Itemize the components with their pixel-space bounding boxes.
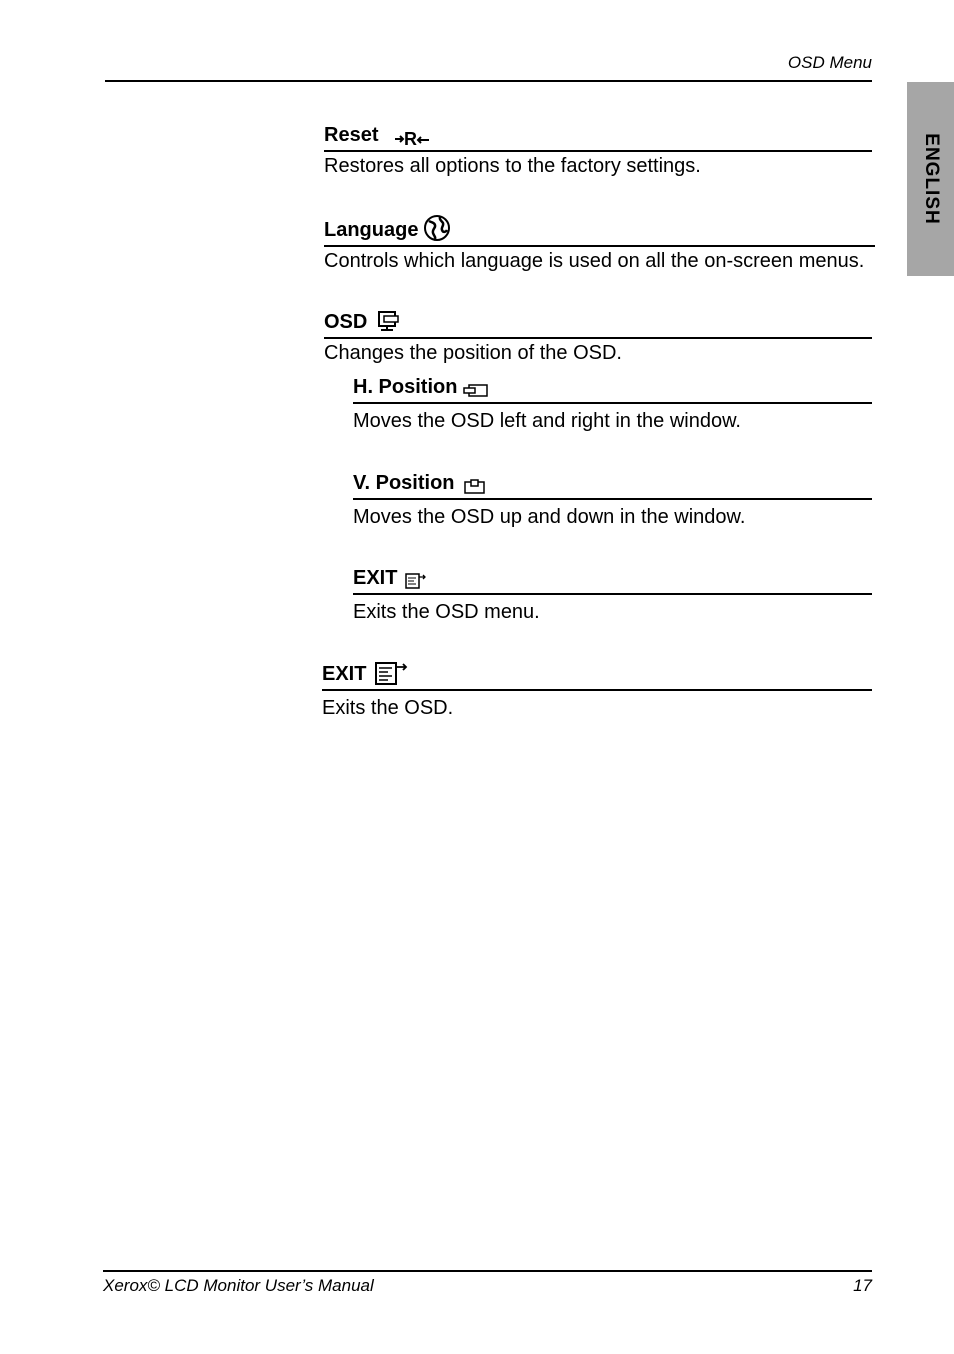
language-section	[324, 214, 875, 273]
exit-small-icon	[405, 572, 427, 590]
exit-section	[322, 660, 872, 720]
exit-description: Exits the OSD.	[322, 697, 454, 719]
language-tab-label: ENGLISH	[920, 133, 942, 225]
h-position-title: H. Position	[353, 376, 458, 398]
svg-text:R: R	[404, 129, 418, 147]
exit-title: EXIT	[322, 663, 367, 685]
globe-icon	[423, 214, 451, 242]
h-position-description: Moves the OSD left and right in the window.	[353, 410, 741, 432]
osd-title: OSD	[324, 311, 368, 333]
running-head: OSD Menu	[787, 53, 872, 72]
v-position-icon	[463, 479, 487, 495]
osd-exit-title: EXIT	[353, 567, 398, 589]
reset-description: Restores all options to the factory settings.	[324, 155, 701, 177]
reset-section	[324, 124, 872, 178]
osd-exit-heading	[353, 567, 872, 595]
reset-title: Reset	[324, 124, 379, 146]
v-position-description: Moves the OSD up and down in the window.	[353, 506, 746, 528]
footer-manual-title: Xerox© LCD Monitor User’s Manual	[103, 1276, 374, 1295]
osd-heading	[324, 310, 872, 339]
language-tab	[907, 82, 954, 276]
language-title: Language	[324, 219, 419, 241]
osd-exit-description: Exits the OSD menu.	[353, 601, 540, 623]
osd-icon	[375, 310, 401, 334]
osd-section	[324, 310, 872, 365]
h-position-heading	[353, 376, 872, 404]
header-rule	[105, 80, 872, 82]
reset-heading	[324, 124, 872, 152]
osd-description: Changes the position of the OSD.	[324, 342, 622, 364]
reset-icon	[394, 127, 430, 147]
exit-heading	[322, 660, 872, 691]
v-position-heading	[353, 472, 872, 500]
page-number: 17	[853, 1276, 872, 1295]
footer-rule	[103, 1270, 872, 1272]
h-position-icon	[463, 383, 489, 399]
osd-exit-section	[353, 567, 872, 624]
h-position-section	[353, 376, 872, 433]
v-position-title: V. Position	[353, 472, 455, 494]
v-position-section	[353, 472, 872, 529]
exit-icon	[374, 660, 408, 686]
language-description: Controls which language is used on all the on-screen menus.	[324, 250, 865, 272]
language-heading	[324, 214, 875, 247]
